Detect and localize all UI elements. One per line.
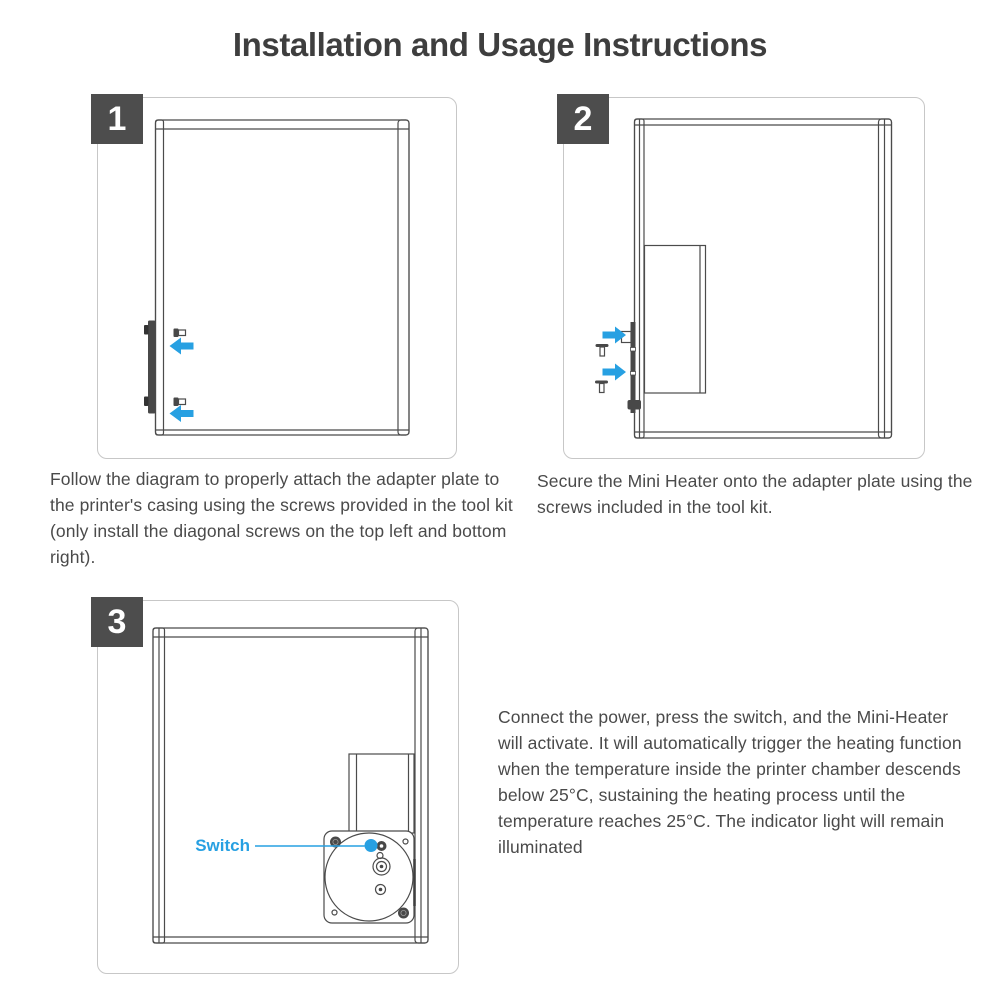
- step-1-number: 1: [107, 100, 127, 138]
- step-2-diagram: [564, 98, 924, 458]
- screw-icon: [596, 344, 609, 356]
- step-3-panel: [97, 600, 459, 974]
- step-2-caption: Secure the Mini Heater onto the adapter plate using the screws included in the tool kit.: [537, 471, 973, 517]
- step-1-caption: Follow the diagram to properly attach the adapter plate to the printer's casing using the screws provided in the tool kit (only install the diagonal screws on the top left and bottom right).: [50, 469, 513, 567]
- printer-outline: [156, 120, 410, 435]
- heater-duct: [349, 754, 414, 833]
- arrow-left-icon: [170, 338, 194, 355]
- switch-label: Switch: [195, 836, 250, 855]
- arrow-left-icon: [170, 405, 194, 422]
- switch-highlight-dot: [365, 839, 378, 852]
- step-1-diagram: [98, 98, 456, 458]
- step-2-number: 2: [573, 100, 593, 138]
- page-title: Installation and Usage Instructions: [232, 26, 768, 63]
- arrow-right-icon: [603, 364, 627, 381]
- step-2-panel: [563, 97, 925, 459]
- screw-icon: [174, 329, 186, 338]
- step-3-caption: Connect the power, press the switch, and the Mini-Heater will activate. It will automatically trigger the heating function when the temperature inside the printer chamber descends below 25°C, sustaining the heating process until the temperature reaches 25°C. The indicator light will remain illuminated: [498, 707, 962, 857]
- mini-heater-box: [645, 246, 706, 394]
- screw-icon: [595, 381, 608, 393]
- step-3-number: 3: [107, 603, 127, 641]
- switch-button: [377, 841, 387, 851]
- step-3-diagram: [98, 601, 458, 973]
- screw-icon: [174, 398, 186, 407]
- corner-screw-icon: [398, 908, 409, 919]
- step-1-panel: [97, 97, 457, 459]
- adapter-plate: [144, 321, 156, 414]
